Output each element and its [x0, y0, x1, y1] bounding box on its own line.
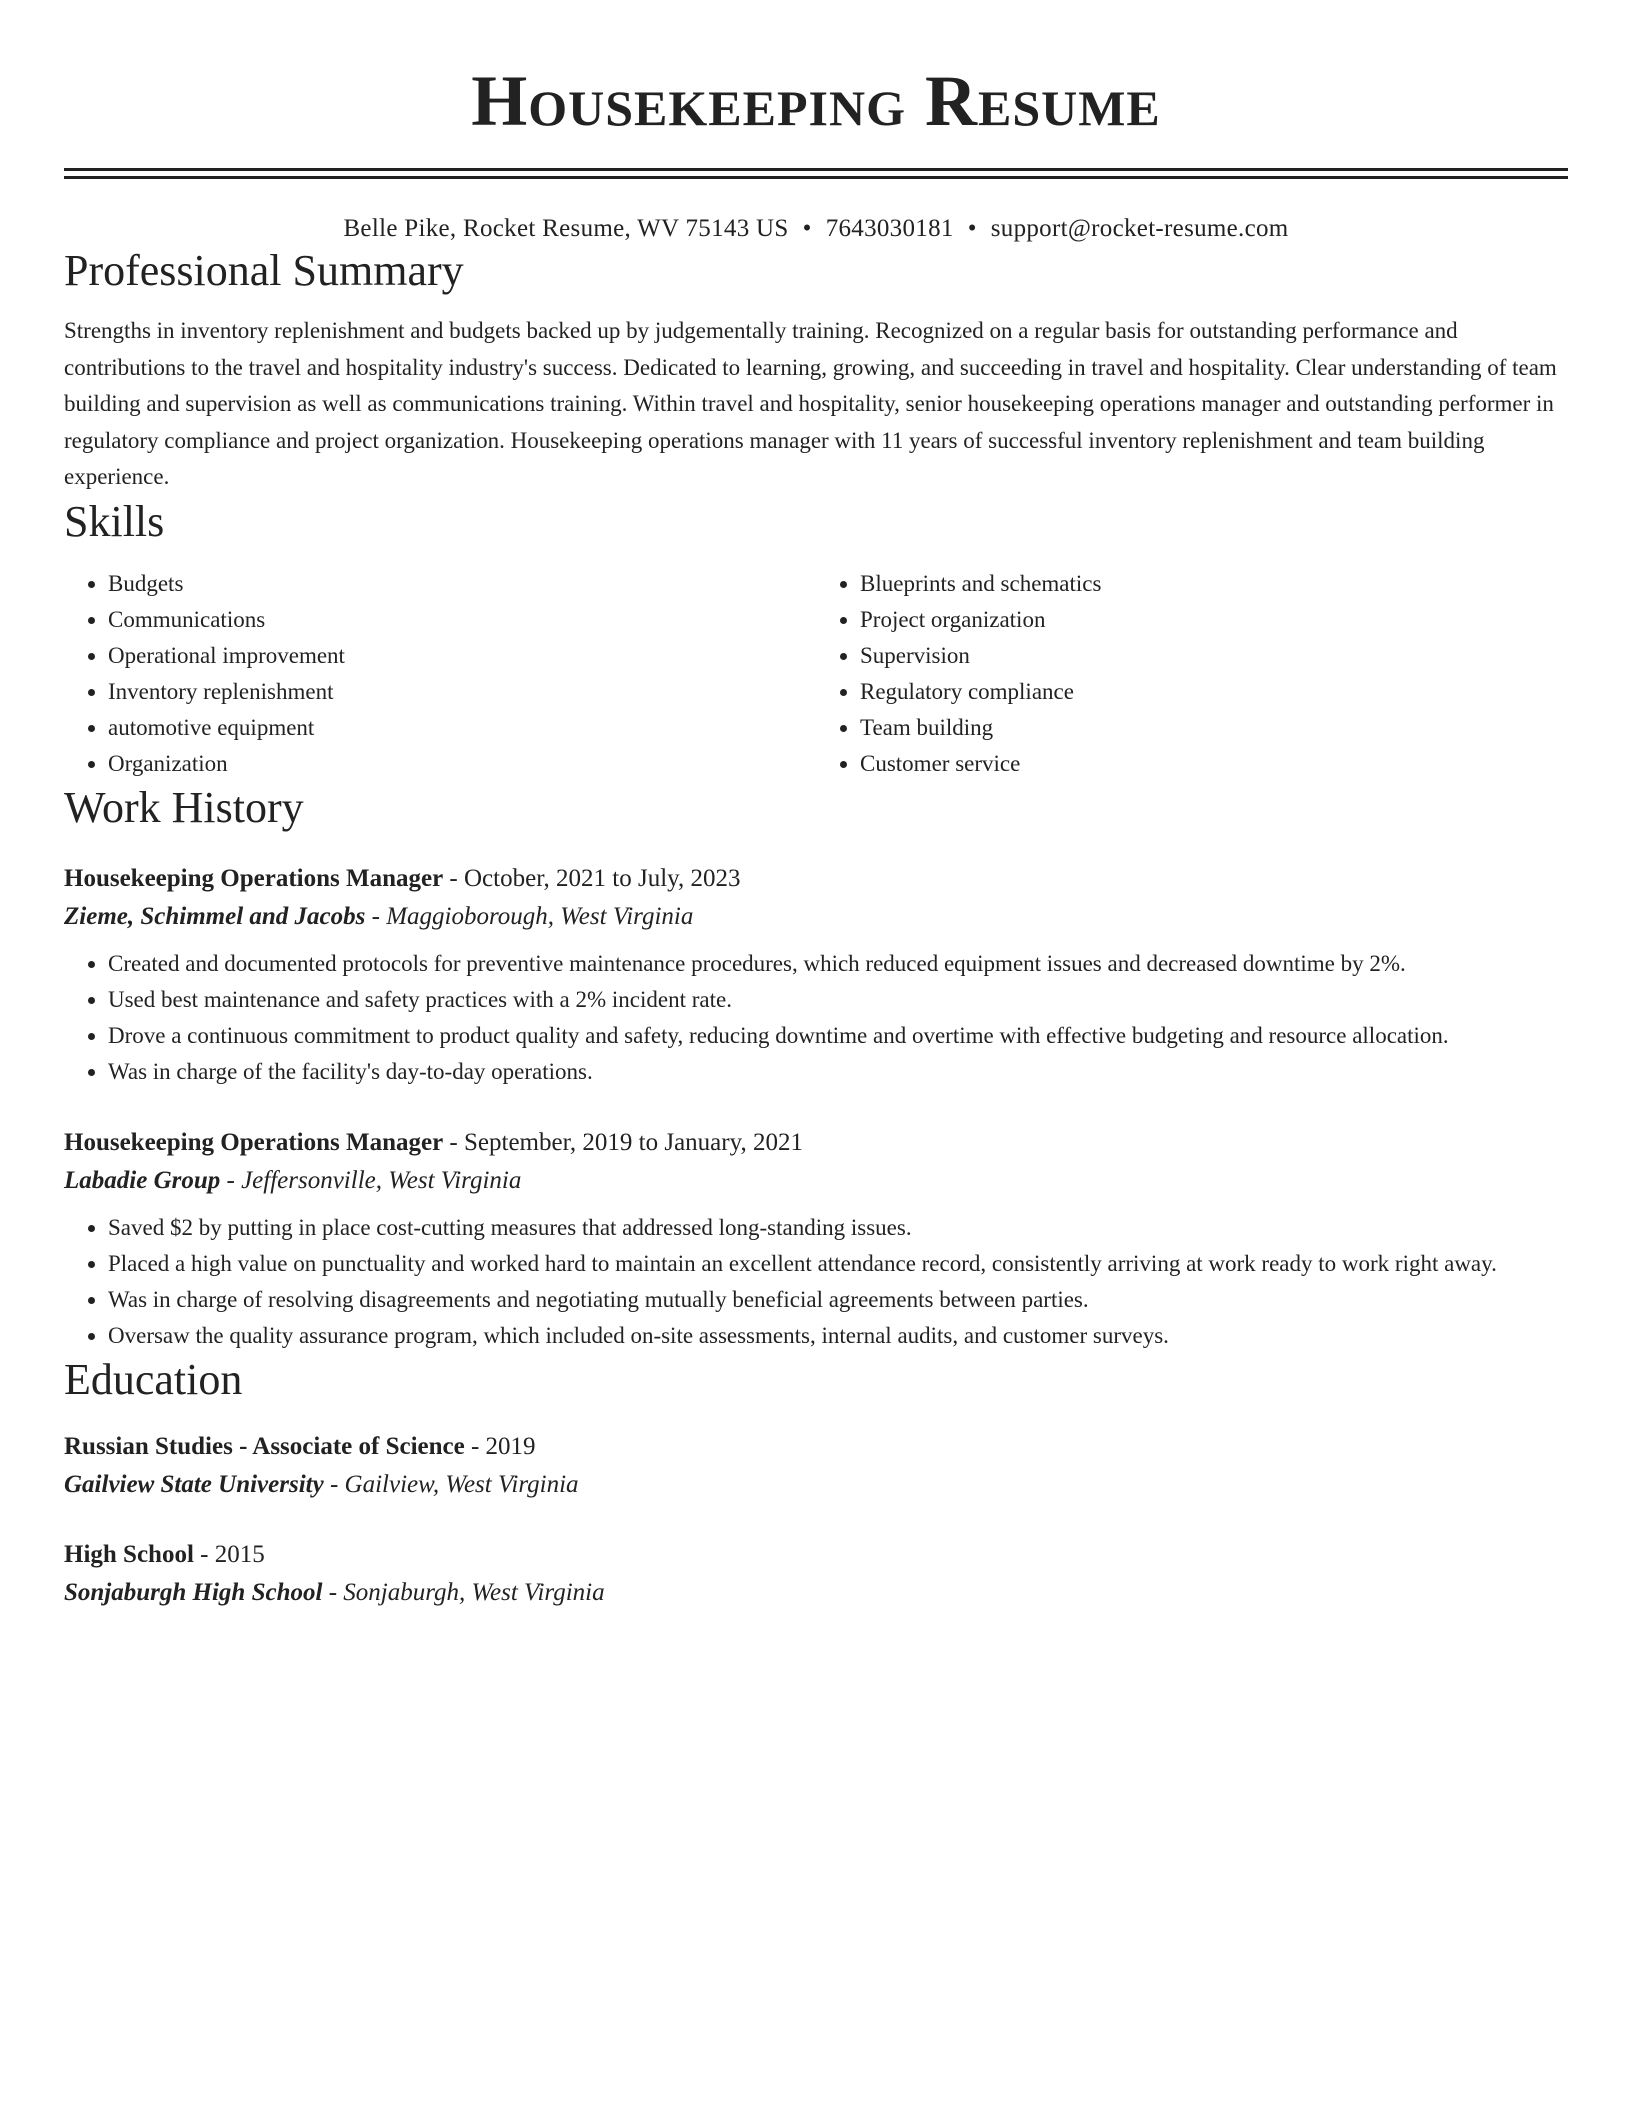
- company-line: [64, 1162, 1568, 1200]
- skills-list-right: [816, 566, 1568, 782]
- job-title: Housekeeping Operations Manager: [64, 864, 444, 892]
- job-bullet: • Drove a continuous commitment to product quality and safety, reducing downtime and overtime with effective budgeting and resource allocation.: [108, 1018, 1568, 1054]
- education-section: [64, 1354, 1568, 1612]
- job-bullet: • Created and documented protocols for preventive maintenance procedures, which reduced equipment issues and decreased downtime by 2%.: [108, 946, 1568, 982]
- contact-separator: •: [967, 215, 977, 242]
- title-divider: [64, 168, 1568, 179]
- contact-email: support@rocket-resume.com: [990, 215, 1289, 242]
- skill-item: • Budgets: [108, 566, 816, 602]
- job-bullet: • Oversaw the quality assurance program, which included on-site assessments, internal audits, and customer surveys.: [108, 1318, 1568, 1354]
- skill-item: • Project organization: [860, 602, 1568, 638]
- company-location: - Maggioborough, West Virginia: [365, 902, 694, 930]
- contact-line: [64, 213, 1568, 245]
- contact-address: Belle Pike, Rocket Resume, WV 75143 US: [343, 215, 789, 242]
- contact-separator: •: [802, 215, 812, 242]
- degree-name: Russian Studies - Associate of Science: [64, 1432, 465, 1460]
- school-location: - Sonjaburgh, West Virginia: [322, 1578, 605, 1606]
- graduation-year: - 2015: [193, 1540, 265, 1568]
- job-bullet: • Saved $2 by putting in place cost-cutting measures that addressed long-standing issues.: [108, 1210, 1568, 1246]
- summary-heading: Professional Summary: [64, 246, 464, 295]
- skill-item: • Operational improvement: [108, 638, 816, 674]
- company-line: [64, 898, 1568, 936]
- job-entry: [64, 860, 1568, 1090]
- job-dates: - October, 2021 to July, 2023: [443, 864, 741, 892]
- degree-line: [64, 1536, 1568, 1574]
- job-dates: - September, 2019 to January, 2021: [443, 1128, 803, 1156]
- degree-name: High School: [64, 1540, 194, 1568]
- skill-item: • Organization: [108, 746, 816, 782]
- work-history-section: [64, 782, 1568, 1354]
- skills-list-left: [64, 566, 816, 782]
- education-entry: [64, 1536, 1568, 1612]
- resume-title: Housekeeping Resume: [471, 61, 1161, 141]
- skills-heading: Skills: [64, 496, 165, 546]
- skills-columns: [64, 566, 1568, 782]
- skill-item: • Communications: [108, 602, 816, 638]
- school-line: [64, 1466, 1568, 1504]
- job-bullet: • Placed a high value on punctuality and worked hard to maintain an excellent attendance record, consistently arriving at work ready to work right away.: [108, 1246, 1568, 1282]
- company-name: Labadie Group: [64, 1166, 221, 1194]
- school-name: Gailview State University: [64, 1470, 324, 1498]
- skill-item: • Team building: [860, 710, 1568, 746]
- school-location: - Gailview, West Virginia: [323, 1470, 579, 1498]
- job-entry: [64, 1124, 1568, 1354]
- degree-line: [64, 1428, 1568, 1466]
- education-heading: Education: [64, 1354, 243, 1404]
- skill-item: • Customer service: [860, 746, 1568, 782]
- school-name: Sonjaburgh High School: [64, 1578, 323, 1606]
- job-bullets: [64, 946, 1568, 1090]
- education-entry: [64, 1428, 1568, 1504]
- company-location: - Jeffersonville, West Virginia: [220, 1166, 522, 1194]
- work-history-heading: Work History: [64, 782, 304, 832]
- school-line: [64, 1574, 1568, 1612]
- job-bullet: • Was in charge of the facility's day-to-day operations.: [108, 1054, 1568, 1090]
- skill-item: • Inventory replenishment: [108, 674, 816, 710]
- job-title-line: [64, 1124, 1568, 1162]
- job-bullet: • Used best maintenance and safety practices with a 2% incident rate.: [108, 982, 1568, 1018]
- job-title-line: [64, 860, 1568, 898]
- job-bullet: • Was in charge of resolving disagreements and negotiating mutually beneficial agreements between parties.: [108, 1282, 1568, 1318]
- company-name: Zieme, Schimmel and Jacobs: [64, 902, 366, 930]
- contact-phone: 7643030181: [825, 215, 954, 242]
- job-bullets: [64, 1210, 1568, 1354]
- skill-item: • Supervision: [860, 638, 1568, 674]
- graduation-year: - 2019: [464, 1432, 536, 1460]
- professional-summary-section: [64, 245, 1568, 496]
- skill-item: • automotive equipment: [108, 710, 816, 746]
- skill-item: • Blueprints and schematics: [860, 566, 1568, 602]
- job-title: Housekeeping Operations Manager: [64, 1128, 444, 1156]
- skills-section: [64, 496, 1568, 782]
- skill-item: • Regulatory compliance: [860, 674, 1568, 710]
- summary-text: Strengths in inventory replenishment and budgets backed up by judgementally training. Recognized on a regular basis for outstanding performance and contributions to the travel and hospitality industry's success. Dedicated to learning, growing, and succeeding in travel and hospitality. Clear understanding of team building and supervision as well as communications training. Within travel and hospitality, senior housekeeping operations manager and outstanding performer in regulatory compliance and project organization. Housekeeping operations manager with 11 years of successful inventory replenishment and team building experience.: [64, 318, 1557, 489]
